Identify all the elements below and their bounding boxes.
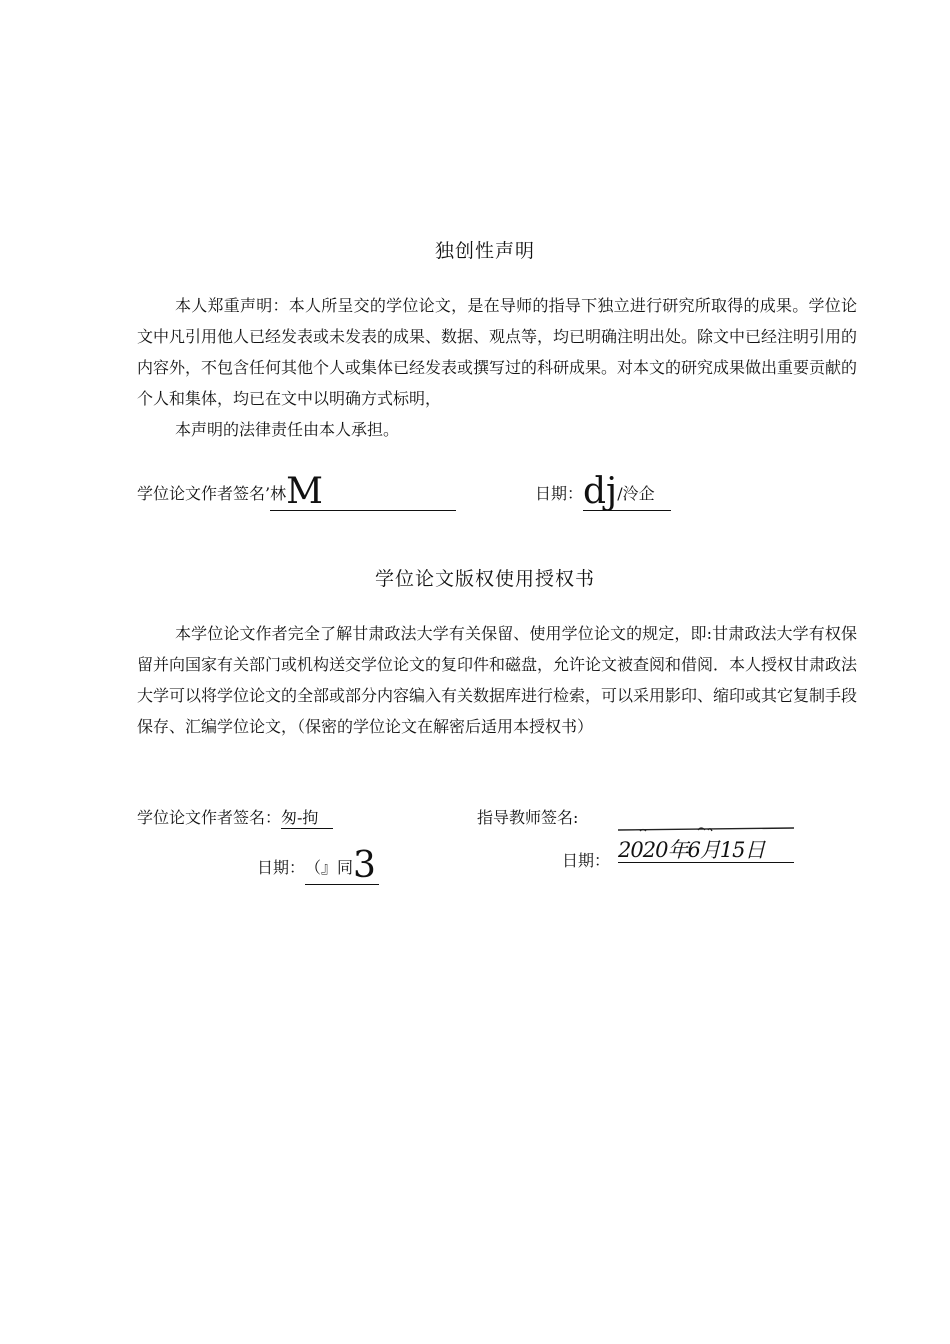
authorization-date-signature-left: （』同3 bbox=[305, 848, 379, 885]
authorization-date-label-right: 日期： bbox=[562, 851, 611, 870]
declaration-author-signature-line bbox=[137, 471, 456, 512]
authorization-date-label-left: 日期： bbox=[257, 858, 306, 877]
declaration-date-label: 日期： bbox=[535, 484, 584, 503]
authorization-date-right-line bbox=[562, 848, 610, 871]
authorization-paragraph: 本学位论文作者完全了解甘肃政法大学有关保留、使用学位论文的规定，即:甘肃政法大学有权保留并向国家有关部门或机构送交学位论文的复印件和磁盘，允许论文被查阅和借阅．本人授权甘肃政法大学可以将学位论文的全部或部分内容编入有关数据库进行检索，可以采用影印、缩印或其它复制手段保存、汇编学位论文，（保密的学位论文在解密后适用本授权书） bbox=[137, 624, 858, 736]
authorization-author-signature-line bbox=[137, 805, 333, 829]
authorization-body bbox=[137, 618, 857, 742]
declaration-body bbox=[137, 290, 857, 445]
declaration-author-signature: 林M bbox=[270, 474, 456, 511]
authorization-author-signature: 匆-拘 bbox=[281, 805, 333, 829]
authorization-date-left-line bbox=[257, 845, 379, 886]
advisor-label: 指导教师签名: bbox=[477, 808, 579, 827]
authorization-date-signature-right: 2020年6月15日 bbox=[618, 838, 794, 863]
declaration-date-signature: dj/泠企 bbox=[583, 474, 671, 511]
declaration-author-label: 学位论文作者签名’ bbox=[137, 484, 271, 503]
authorization-title: 学位论文版权使用授权书 bbox=[374, 568, 595, 590]
declaration-date-line bbox=[535, 471, 671, 512]
authorization-author-label: 学位论文作者签名： bbox=[137, 808, 282, 827]
declaration-paragraph-2: 本声明的法律责任由本人承担。 bbox=[175, 420, 400, 439]
declaration-title: 独创性声明 bbox=[434, 240, 535, 262]
advisor-signature-line bbox=[477, 805, 578, 828]
declaration-paragraph-1: 本人郑重声明：本人所呈交的学位论文，是在导师的指导下独立进行研究所取得的成果。学位论文中凡引用他人已经发表或未发表的成果、数据、观点等，均已明确注明出处。除文中已经注明引用的内容外，不包含任何其他个人或集体已经发表或撰写过的科研成果。对本文的研究成果做出重要贡献的个人和集体，均已在文中以明确方式标明， bbox=[137, 296, 858, 408]
